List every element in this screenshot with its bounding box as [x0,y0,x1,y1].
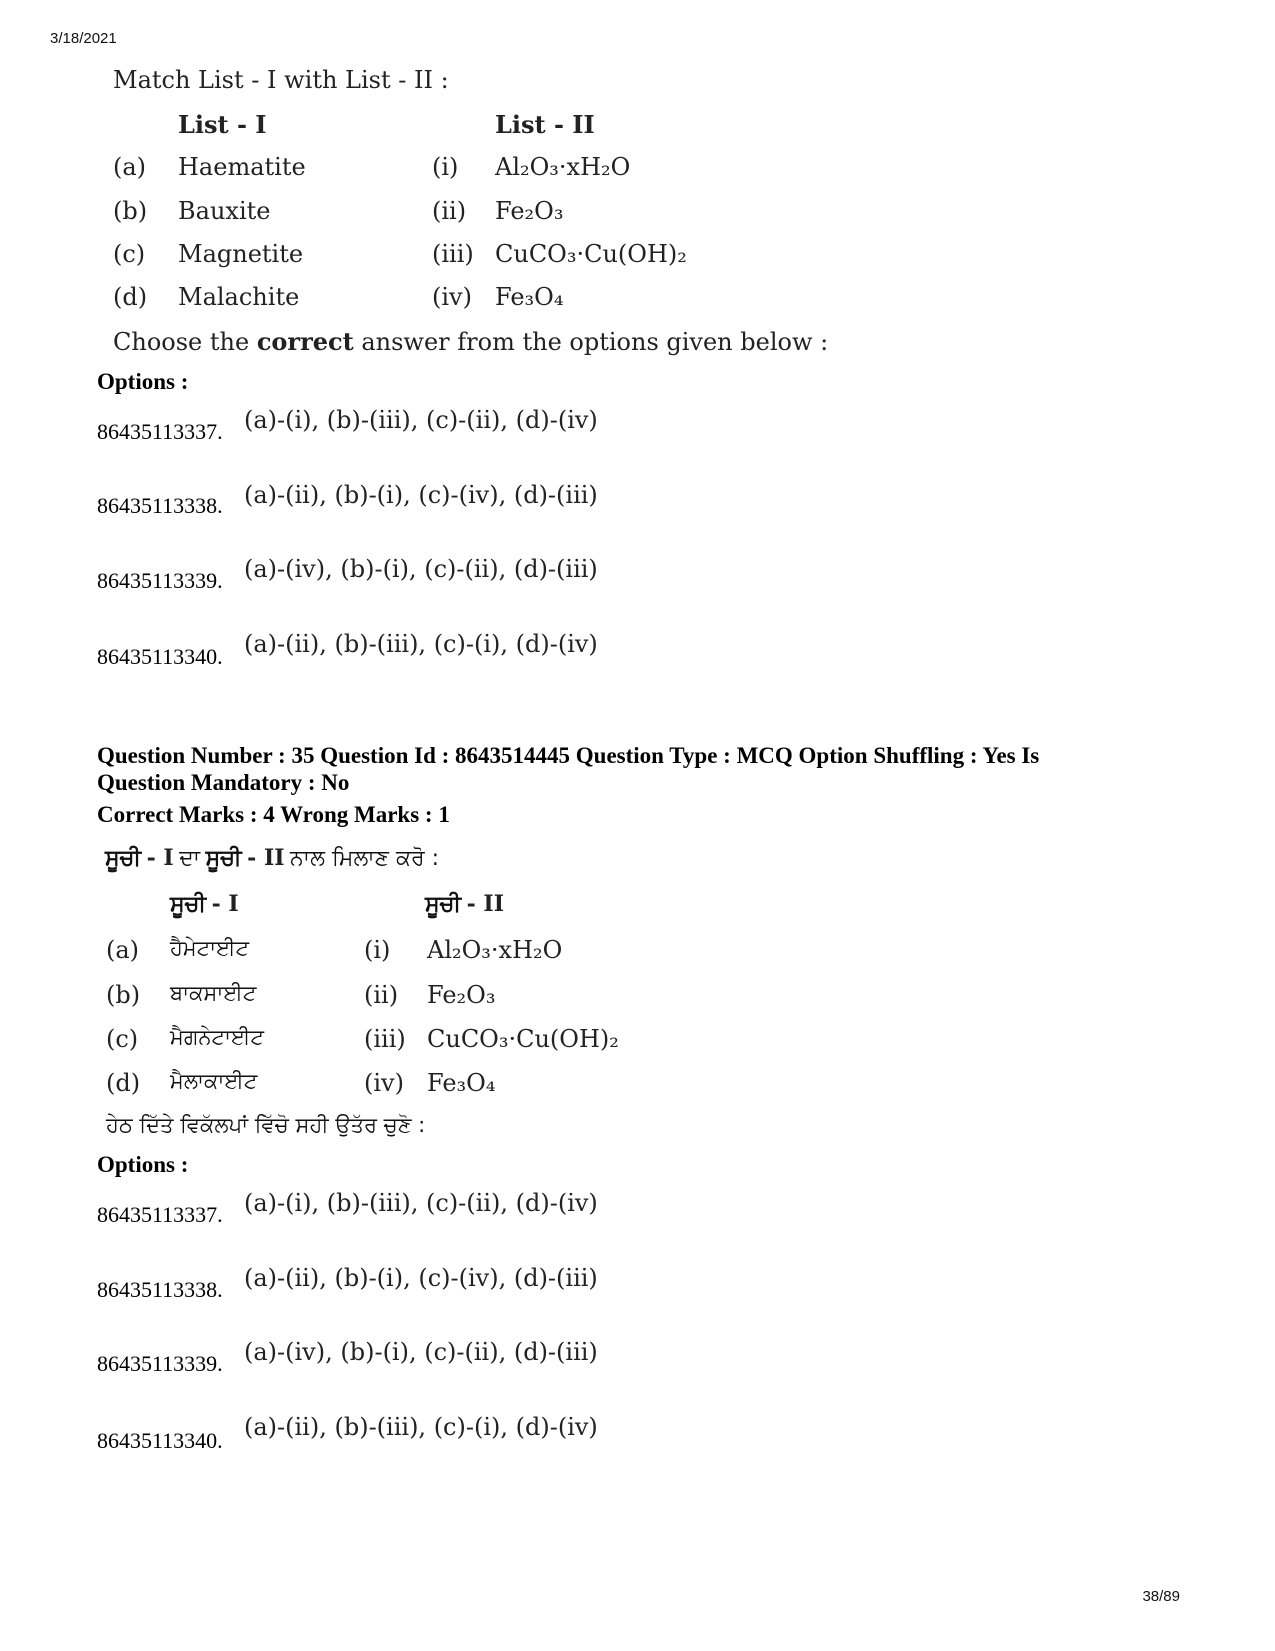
prompt-word: ਦਾ [179,846,201,871]
q2-options-label: Options : [97,1152,189,1177]
mineral-name: Haematite [178,153,306,181]
option-id: 86435113338. [97,493,223,518]
q2-list1-heading [170,891,239,917]
formula: Fe₃O₄ [427,1069,496,1097]
heading-word: ਸੂਚੀ [425,892,462,917]
option-id: 86435113339. [97,568,223,593]
mineral-name: ਮੈਗਨੇਟਾਈਟ [170,1025,264,1049]
option-text: (a)-(ii), (b)-(i), (c)-(iv), (d)-(iii) [244,481,598,509]
page-date: 3/18/2021 [50,30,117,47]
option-id: 86435113337. [97,419,223,444]
q2-meta-line1: Question Number : 35 Question Id : 8643514445 Question Type : MCQ Option Shuffling : Yes Is [97,743,1040,768]
row-letter: (d) [106,1069,141,1097]
q2-meta-line2: Question Mandatory : No [97,770,350,795]
option-text: (a)-(i), (b)-(iii), (c)-(ii), (d)-(iv) [244,1189,598,1217]
mineral-name: Magnetite [178,240,304,268]
row-roman: (ii) [432,197,467,225]
instruction-emphasis: correct [256,327,354,356]
q2-prompt [105,845,439,871]
option-id: 86435113340. [97,644,223,669]
row-roman: (i) [432,153,459,181]
row-letter: (b) [113,197,148,225]
prompt-word: ਸੂਚੀ [105,846,142,871]
row-letter: (c) [106,1025,139,1053]
row-letter: (c) [113,240,146,268]
prompt-word: ਸੂਚੀ [205,846,242,871]
option-id: 86435113338. [97,1277,223,1302]
instruction-part: answer from the options given below : [361,328,829,356]
row-roman: (iii) [432,240,474,268]
q1-list2-heading: List - II [495,110,595,139]
q2-list2-heading [425,891,504,917]
q2-instruction: ਹੇਠ ਦਿੱਤੇ ਵਿਕੱਲਪਾਂ ਵਿੱਚੋ ਸਹੀ ਉਤੱਰ ਚੁਣੋ : [106,1113,426,1137]
option-text: (a)-(i), (b)-(iii), (c)-(ii), (d)-(iv) [244,406,598,434]
formula: Al₂O₃·xH₂O [495,153,631,181]
row-roman: (i) [364,936,391,964]
row-letter: (a) [106,936,140,964]
page-number: 38/89 [1142,1588,1180,1605]
option-id: 86435113339. [97,1351,223,1376]
row-letter: (b) [106,981,141,1009]
option-text: (a)-(iv), (b)-(i), (c)-(ii), (d)-(iii) [244,555,598,583]
formula: Al₂O₃·xH₂O [427,936,563,964]
row-roman: (iv) [364,1069,404,1097]
q1-list1-heading: List - I [178,110,267,139]
option-id: 86435113340. [97,1428,223,1453]
heading-roman: - II [466,891,504,917]
option-text: (a)-(ii), (b)-(iii), (c)-(i), (d)-(iv) [244,630,598,658]
mineral-name: ਹੈਮੇਟਾਈਟ [170,936,250,960]
formula: Fe₂O₃ [495,197,564,225]
q1-instruction [113,327,828,356]
formula: Fe₃O₄ [495,283,564,311]
option-id: 86435113337. [97,1202,223,1227]
heading-roman: - I [211,891,239,917]
mineral-name: ਮੈਲਾਕਾਈਟ [170,1069,258,1093]
formula: CuCO₃·Cu(OH)₂ [427,1025,619,1053]
row-letter: (a) [113,153,147,181]
formula: CuCO₃·Cu(OH)₂ [495,240,687,268]
mineral-name: ਬਾਕਸਾਈਟ [170,981,257,1005]
q1-options-label: Options : [97,369,189,394]
option-text: (a)-(ii), (b)-(iii), (c)-(i), (d)-(iv) [244,1413,598,1441]
instruction-part: Choose the [113,328,250,356]
row-roman: (iv) [432,283,472,311]
row-letter: (d) [113,283,148,311]
formula: Fe₂O₃ [427,981,496,1009]
option-text: (a)-(ii), (b)-(i), (c)-(iv), (d)-(iii) [244,1264,598,1292]
row-roman: (iii) [364,1025,406,1053]
mineral-name: Bauxite [178,197,271,225]
q1-prompt: Match List - I with List - II : [113,66,449,94]
prompt-word: ਨਾਲ ਮਿਲਾਣ ਕਰੋ : [290,846,440,871]
prompt-roman: - I [146,845,174,871]
heading-word: ਸੂਚੀ [170,892,207,917]
prompt-roman: - II [247,845,285,871]
q2-marks: Correct Marks : 4 Wrong Marks : 1 [97,802,450,827]
mineral-name: Malachite [178,283,300,311]
row-roman: (ii) [364,981,399,1009]
option-text: (a)-(iv), (b)-(i), (c)-(ii), (d)-(iii) [244,1338,598,1366]
